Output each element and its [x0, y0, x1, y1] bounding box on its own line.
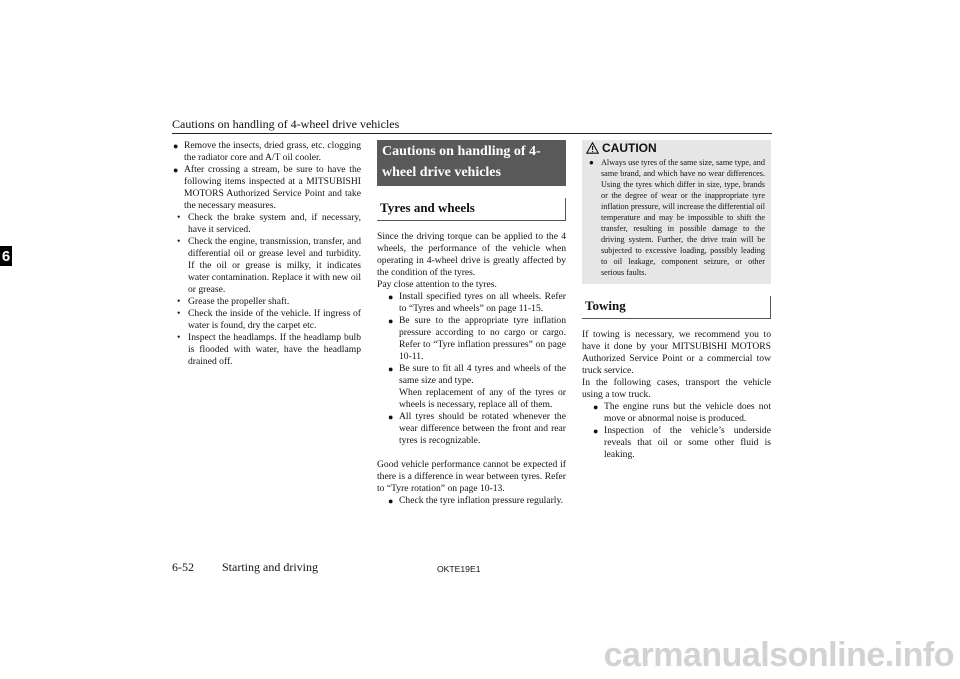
sub-list-item: • Check the brake system and, if necessary, have it serviced. [177, 212, 361, 235]
watermark: carmanualsonline.info [603, 636, 954, 674]
bullet-icon: ● [593, 426, 599, 436]
bullet-icon: ● [589, 158, 594, 167]
list-item: ● The engine runs but the vehicle does not move or abnormal noise is produced. [593, 401, 771, 424]
section-title: Cautions on handling of 4-wheel drive vehicles [377, 140, 566, 186]
paragraph: In the following cases, transport the vehicle using a tow truck. [582, 377, 771, 400]
caution-text: ● Always use tyres of the same size, same type, and same brand, and which have no wear differences. Using the tyres which differ in size, type, brands or the degree of wear or the inappropriate tyre inflation pressure, will increase the differential oil temperature and may be impossible to shift the transfer, resulting in possible damage to the driving system. Further, the drive train will be subjected to excessive loading, possibly leading to oil leakage, component seizure, or other serious faults. [589, 158, 765, 277]
bullet-icon: ● [173, 165, 179, 175]
paragraph: Since the driving torque can be applied to the 4 wheels, the performance of the vehicle when operating in 4-wheel drive is greatly affected by the condition of the tyres. [377, 231, 566, 278]
column-middle [377, 140, 566, 507]
bullet-icon: ● [388, 412, 394, 422]
sub-list-item: • Check the engine, transmission, transfer, and differential oil or grease level and turbidity. If the oil or grease is milky, it indicates water contamination. Replace it with new oil or grease. [177, 236, 361, 295]
sub-bullet-icon: • [177, 332, 181, 343]
bullet-icon: ● [388, 364, 394, 374]
list-item: ● After crossing a stream, be sure to have the following items inspected at a MITSUBISHI MOTORS Authorized Service Point and take the necessary measures. [173, 164, 361, 211]
list-item: ● All tyres should be rotated whenever the wear difference between the front and rear tyres is recognizable. [388, 411, 566, 446]
sub-bullet-icon: • [177, 296, 181, 307]
list-item: ● Remove the insects, dried grass, etc. clogging the radiator core and A/T oil cooler. [173, 140, 361, 163]
caution-title [586, 140, 765, 157]
list-item: ● Install specified tyres on all wheels. Refer to “Tyres and wheels” on page 11-15. [388, 291, 566, 314]
sub-bullet-icon: • [177, 212, 181, 223]
bullet-icon: ● [593, 402, 599, 412]
page-number: 6-52 [172, 560, 194, 574]
list-item: ● Be sure to the appropriate tyre inflation pressure according to no cargo or cargo. Refer to “Tyre inflation pressures” on page 10-11. [388, 315, 566, 362]
sub-bullet-icon: • [177, 308, 181, 319]
list-item: ● Inspection of the vehicle’s underside reveals that oil or some other fluid is leaking. [593, 425, 771, 460]
header-rule [172, 133, 772, 134]
list-item: ● Check the tyre inflation pressure regularly. [388, 495, 564, 506]
warning-triangle-icon [586, 142, 599, 154]
document-code: OKTE19E1 [437, 564, 481, 574]
bullet-icon: ● [388, 496, 394, 506]
subheading-tyres-and-wheels: Tyres and wheels [377, 198, 566, 221]
sub-bullet-icon: • [177, 236, 181, 247]
caution-box [582, 140, 771, 284]
running-header-title: Cautions on handling of 4-wheel drive vehicles [172, 117, 400, 131]
column-left [172, 140, 361, 368]
bullet-icon: ● [173, 141, 179, 151]
bullet-icon: ● [388, 292, 394, 302]
paragraph: If towing is necessary, we recommend you to have it done by your MITSUBISHI MOTORS Authorized Service Point or a commercial tow truck service. [582, 329, 771, 376]
sub-list-item: • Inspect the headlamps. If the headlamp bulb is flooded with water, have the headlamp drained off. [177, 332, 361, 367]
paragraph: Good vehicle performance cannot be expected if there is a difference in wear between tyres. Refer to “Tyre rotation” on page 10-13. [377, 459, 566, 494]
chapter-tab: 6 [1, 247, 11, 265]
sub-list-item: • Check the inside of the vehicle. If ingress of water is found, dry the carpet etc. [177, 308, 361, 331]
list-item: ● Be sure to fit all 4 tyres and wheels of the same size and type. When replacement of any of the tyres or wheels is necessary, replace all of them. [388, 363, 566, 410]
column-right [582, 140, 771, 461]
footer-section-title: Starting and driving [222, 560, 318, 574]
sub-list-item: • Grease the propeller shaft. [177, 296, 290, 307]
subheading-towing: Towing [582, 296, 771, 319]
caution-label: CAUTION [602, 141, 657, 155]
bullet-icon: ● [388, 316, 394, 326]
paragraph: Pay close attention to the tyres. [377, 279, 497, 290]
